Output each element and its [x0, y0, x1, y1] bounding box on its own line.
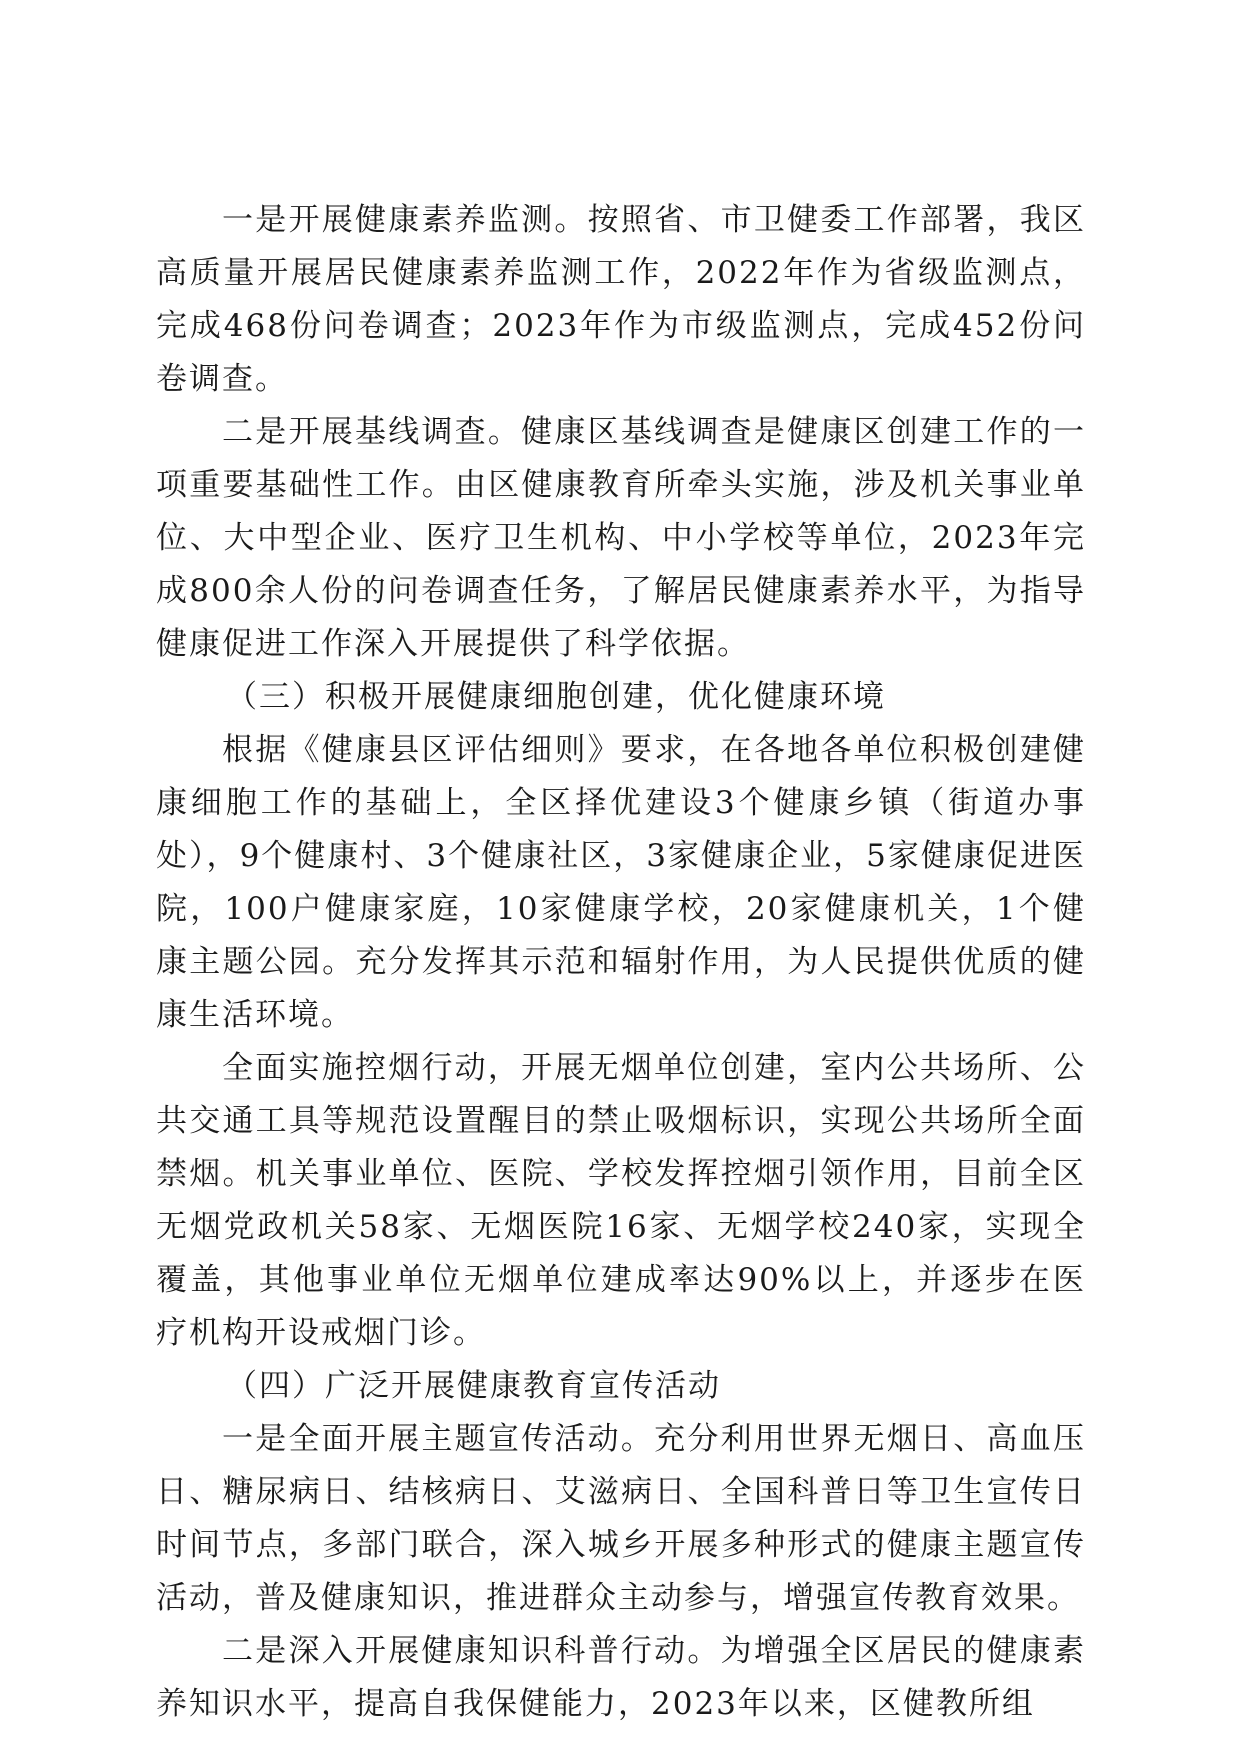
paragraph-health-cells-construction: 根据《健康县区评估细则》要求，在各地各单位积极创建健康细胞工作的基础上，全区择优建设3个健康乡镇（街道办事处），9个健康村、3个健康社区，3家健康企业，5家健康促进医院，100户健康家庭，10家健康学校，20家健康机关，1个健康主题公园。充分发挥其示范和辐射作用，为人民提供优质的健康生活环境。	[156, 732, 1086, 1033]
section-heading-health-cells: （三）积极开展健康细胞创建，优化健康环境	[226, 679, 886, 715]
paragraph-health-literacy-monitoring: 一是开展健康素养监测。按照省、市卫健委工作部署，我区高质量开展居民健康素养监测工作，2022年作为省级监测点，完成468份问卷调查；2023年作为市级监测点，完成452份问卷调查。	[156, 202, 1086, 397]
paragraph-science-popularization: 二是深入开展健康知识科普行动。为增强全区居民的健康素养知识水平，提高自我保健能力，2023年以来，区健教所组	[156, 1633, 1086, 1722]
paragraph-tobacco-control: 全面实施控烟行动，开展无烟单位创建，室内公共场所、公共交通工具等规范设置醒目的禁止吸烟标识，实现公共场所全面禁烟。机关事业单位、医院、学校发挥控烟引领作用，目前全区无烟党政机关58家、无烟医院16家、无烟学校240家，实现全覆盖，其他事业单位无烟单位建成率达90%以上，并逐步在医疗机构开设戒烟门诊。	[156, 1050, 1086, 1351]
paragraph-baseline-survey: 二是开展基线调查。健康区基线调查是健康区创建工作的一项重要基础性工作。由区健康教育所牵头实施，涉及机关事业单位、大中型企业、医疗卫生机构、中小学校等单位，2023年完成800余人份的问卷调查任务，了解居民健康素养水平，为指导健康促进工作深入开展提供了科学依据。	[156, 414, 1086, 662]
section-heading-health-education: （四）广泛开展健康教育宣传活动	[226, 1368, 721, 1404]
paragraph-theme-campaigns: 一是全面开展主题宣传活动。充分利用世界无烟日、高血压日、糖尿病日、结核病日、艾滋病日、全国科普日等卫生宣传日时间节点，多部门联合，深入城乡开展多种形式的健康主题宣传活动，普及健康知识，推进群众主动参与，增强宣传教育效果。	[156, 1421, 1086, 1616]
document-body	[156, 194, 1086, 1731]
